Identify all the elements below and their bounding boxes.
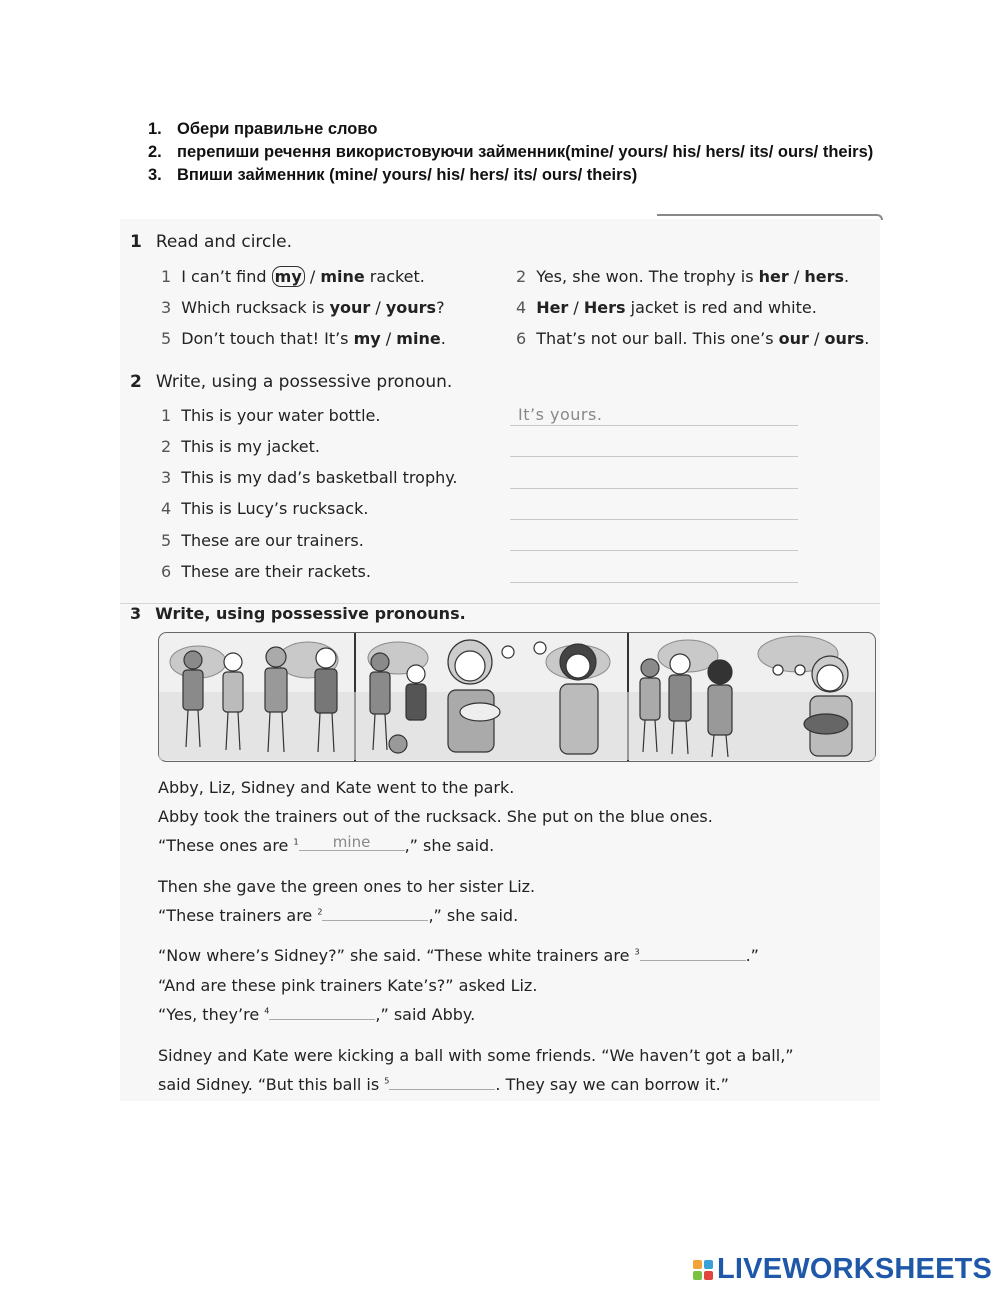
blank-5[interactable] bbox=[389, 1075, 495, 1090]
answer-line[interactable] bbox=[510, 488, 798, 489]
story-line-4: Then she gave the green ones to her sister Liz. bbox=[158, 877, 536, 896]
ex2-item: 6 These are their rackets. bbox=[161, 562, 371, 581]
instruction-2: 2. перепиши речення використовуючи займенник(mine/ yours/ his/ hers/ its/ ours/ theirs) bbox=[148, 143, 874, 161]
option-b[interactable]: hers bbox=[804, 267, 844, 286]
story-line-10: said Sidney. “But this ball is $^5$ . They say we can borrow it.” bbox=[158, 1075, 729, 1094]
option-b[interactable]: Hers bbox=[583, 298, 626, 317]
option-a[interactable]: Her bbox=[536, 298, 569, 317]
answer-line[interactable] bbox=[510, 550, 798, 551]
option-b[interactable]: mine bbox=[320, 267, 365, 286]
story-line-5: “These trainers are $^2$ ,” she said. bbox=[158, 906, 519, 925]
ex2-heading: 2 Write, using a possessive pronoun. bbox=[130, 372, 453, 392]
circled-answer[interactable]: my bbox=[272, 266, 305, 287]
option-a[interactable]: her bbox=[758, 267, 789, 286]
option-b[interactable]: yours bbox=[385, 298, 437, 317]
illustration-strip bbox=[158, 632, 876, 762]
ex2-item: 3 This is my dad’s basketball trophy. bbox=[161, 468, 458, 487]
option-a[interactable]: my bbox=[353, 329, 381, 348]
answer-line[interactable] bbox=[510, 519, 798, 520]
option-b[interactable]: ours bbox=[824, 329, 865, 348]
story-line-7: “And are these pink trainers Kate’s?” asked Liz. bbox=[158, 976, 538, 995]
blank-4[interactable] bbox=[269, 1005, 375, 1020]
logo-icon bbox=[693, 1260, 713, 1280]
instruction-1: 1. Обери правильне слово bbox=[148, 120, 378, 138]
answer-line[interactable] bbox=[510, 582, 798, 583]
ex2-item: 1 This is your water bottle. bbox=[161, 406, 381, 425]
ex1-item: 5 Don’t touch that! It’s my / mine. bbox=[161, 329, 446, 348]
story-line-2: Abby took the trainers out of the rucksack. She put on the blue ones. bbox=[158, 807, 713, 826]
answer-line[interactable] bbox=[510, 456, 798, 457]
instruction-3: 3. Впиши займенник (mine/ yours/ his/ hers/ its/ ours/ theirs) bbox=[148, 166, 638, 184]
panel-corner-line bbox=[657, 214, 883, 220]
ex1-item: 6 That’s not our ball. This one’s our / ours. bbox=[516, 329, 870, 348]
ex1-item: 2 Yes, she won. The trophy is her / hers. bbox=[516, 267, 850, 286]
blank-1[interactable]: mine bbox=[299, 836, 405, 851]
story-line-3: “These ones are $^1$ mine ,” she said. bbox=[158, 833, 495, 855]
ex3-heading: 3 Write, using possessive pronouns. bbox=[130, 604, 466, 623]
story-line-1: Abby, Liz, Sidney and Kate went to the park. bbox=[158, 778, 515, 797]
ex1-heading: 1 Read and circle. bbox=[130, 232, 292, 252]
option-a[interactable]: your bbox=[329, 298, 371, 317]
ex2-item: 4 This is Lucy’s rucksack. bbox=[161, 499, 369, 518]
option-b[interactable]: mine bbox=[396, 329, 441, 348]
story-line-8: “Yes, they’re $^4$ ,” said Abby. bbox=[158, 1005, 476, 1024]
ex2-answer-1[interactable]: It’s yours. bbox=[518, 405, 603, 424]
answer-line bbox=[510, 425, 798, 426]
ex2-item: 2 This is my jacket. bbox=[161, 437, 320, 456]
ex1-item: 4 Her / Hers jacket is red and white. bbox=[516, 298, 817, 317]
blank-2[interactable] bbox=[322, 906, 428, 921]
option-a[interactable]: our bbox=[778, 329, 809, 348]
story-line-9: Sidney and Kate were kicking a ball with some friends. “We haven’t got a ball,” bbox=[158, 1046, 794, 1065]
story-line-6: “Now where’s Sidney?” she said. “These white trainers are $^3$ .” bbox=[158, 946, 759, 965]
instructions-list bbox=[148, 118, 888, 187]
ex1-item: 3 Which rucksack is your / yours? bbox=[161, 298, 445, 317]
blank-3[interactable] bbox=[640, 946, 746, 961]
ex1-item: 1 I can’t find my / mine racket. bbox=[161, 267, 425, 286]
ex2-item: 5 These are our trainers. bbox=[161, 531, 364, 550]
liveworksheets-logo[interactable]: LIVEWORKSHEETS bbox=[693, 1253, 992, 1286]
